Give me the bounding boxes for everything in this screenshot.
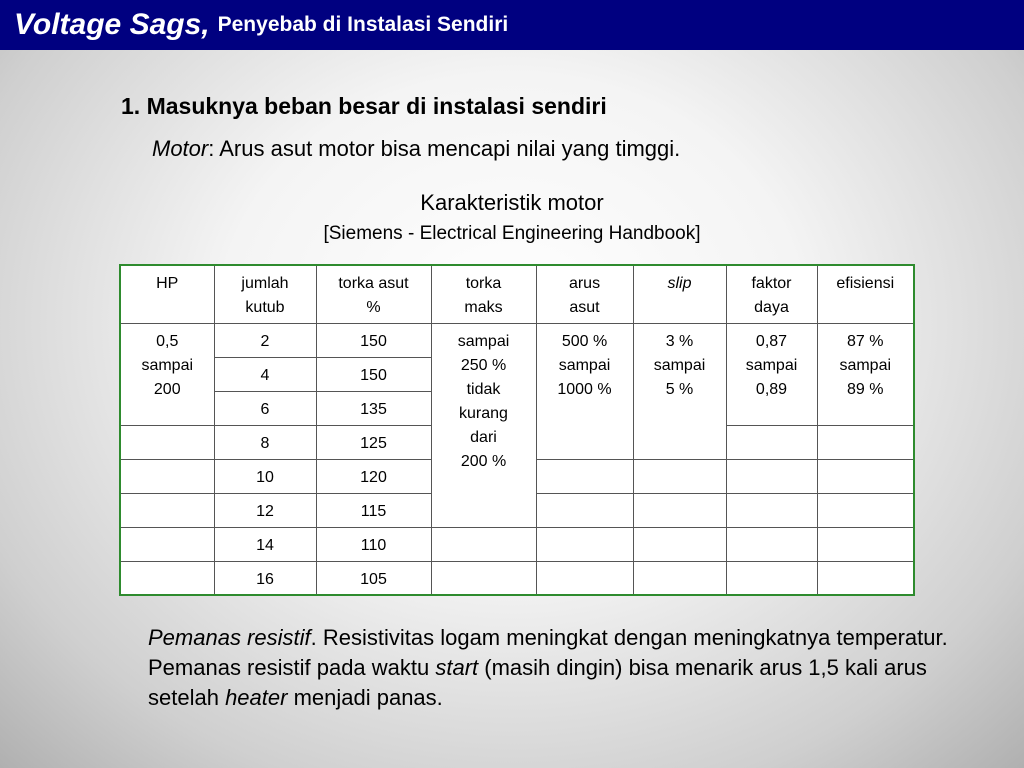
kutub-cell: 6 [214,391,316,425]
empty-cell [536,527,633,561]
empty-cell [726,425,817,459]
torka-asut-cell: 150 [316,323,431,357]
empty-cell [633,459,726,493]
empty-cell [536,561,633,595]
empty-cell [536,493,633,527]
empty-cell [633,493,726,527]
kutub-cell: 16 [214,561,316,595]
empty-cell [726,561,817,595]
empty-cell [431,527,536,561]
header-slip: slip [633,265,726,323]
slip-cell: 3 % sampai 5 % [633,323,726,459]
table-row [120,527,914,561]
table-row [120,323,914,357]
kutub-cell: 2 [214,323,316,357]
empty-cell [120,493,214,527]
empty-cell [726,493,817,527]
torka-asut-cell: 110 [316,527,431,561]
heater-word: heater [225,685,288,710]
empty-cell [817,493,914,527]
empty-cell [120,527,214,561]
title-bar [0,0,1024,50]
header-faktor-daya: faktor daya [726,265,817,323]
header-jumlah-kutub: jumlah kutub [214,265,316,323]
slide-title: Voltage Sags, [14,8,210,41]
header-torka-maks: torka maks [431,265,536,323]
section-heading: 1. Masuknya beban besar di instalasi sendiri [121,93,607,119]
resistive-heater-paragraph: Pemanas resistif. Resistivitas logam meningkat dengan meningkatnya temperatur. Pemanas resistif pada waktu start (masih dingin) bisa menarik arus 1,5 kali arus setelah heater menjadi panas. [148,625,948,710]
empty-cell [817,561,914,595]
efisiensi-cell: 87 % sampai 89 % [817,323,914,425]
table-header-row [120,265,914,323]
heater-term: Pemanas resistif [148,625,311,650]
kutub-cell: 10 [214,459,316,493]
empty-cell [817,527,914,561]
motor-characteristics-table [119,264,915,596]
empty-cell [817,425,914,459]
table-caption: Karakteristik motor [420,190,604,215]
empty-cell [633,561,726,595]
empty-cell [817,459,914,493]
header-torka-asut: torka asut % [316,265,431,323]
table-row [120,561,914,595]
kutub-cell: 14 [214,527,316,561]
torka-asut-cell: 135 [316,391,431,425]
kutub-cell: 8 [214,425,316,459]
motor-term: Motor [152,136,209,161]
torka-asut-cell: 115 [316,493,431,527]
start-term: start [435,655,479,680]
torka-asut-cell: 120 [316,459,431,493]
motor-description [152,136,680,162]
table-source: [Siemens - Electrical Engineering Handbook] [323,223,701,244]
empty-cell [120,425,214,459]
empty-cell [726,527,817,561]
torka-maks-cell: sampai 250 % tidak kurang dari 200 % [431,323,536,527]
faktor-daya-cell: 0,87 sampai 0,89 [726,323,817,425]
motor-text: : Arus asut motor bisa mencapi nilai yang timggi. [208,136,681,161]
empty-cell [120,561,214,595]
header-efisiensi: efisiensi [817,265,914,323]
empty-cell [120,459,214,493]
empty-cell [726,459,817,493]
torka-asut-cell: 150 [316,357,431,391]
header-hp: HP [120,265,214,323]
torka-asut-cell: 125 [316,425,431,459]
empty-cell [633,527,726,561]
empty-cell [536,459,633,493]
empty-cell [431,561,536,595]
slide-subtitle: Penyebab di Instalasi Sendiri [217,13,509,36]
header-arus-asut: arus asut [536,265,633,323]
kutub-cell: 4 [214,357,316,391]
arus-asut-cell: 500 % sampai 1000 % [536,323,633,459]
hp-range-cell: 0,5 sampai 200 [120,323,214,425]
kutub-cell: 12 [214,493,316,527]
torka-asut-cell: 105 [316,561,431,595]
